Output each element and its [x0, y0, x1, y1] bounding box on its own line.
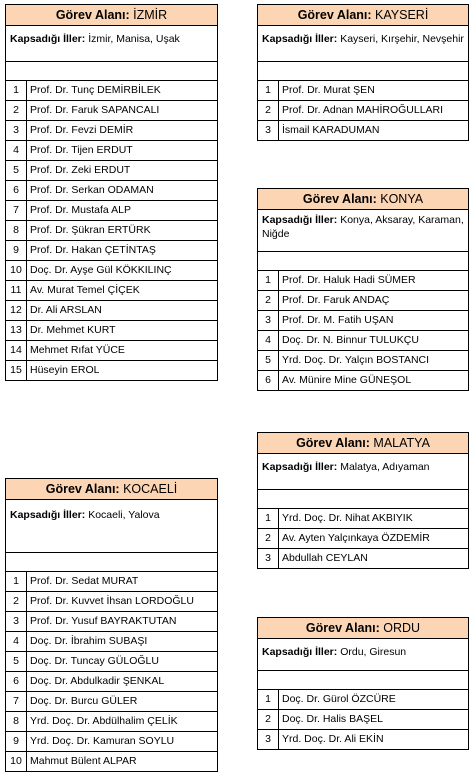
row-number: 8 — [6, 221, 27, 240]
member-name: Prof. Dr. Fevzi DEMİR — [30, 124, 134, 136]
table-row — [5, 652, 218, 672]
member-name: Mehmet Rıfat YÜCE — [30, 344, 125, 356]
table-row — [257, 101, 469, 121]
table-row — [257, 291, 469, 311]
row-number: 8 — [6, 712, 27, 731]
provinces-cell — [5, 500, 218, 553]
row-number: 7 — [6, 201, 27, 220]
provinces-cell — [257, 639, 469, 671]
member-name: Doç. Dr. N. Binnur TULUKÇU — [282, 334, 419, 346]
row-number: 4 — [6, 632, 27, 651]
region-header — [257, 432, 469, 454]
table-row — [5, 261, 218, 281]
member-name: Prof. Dr. Murat ŞEN — [282, 84, 375, 96]
header-label: Görev Alanı: — [297, 8, 372, 22]
row-number: 1 — [258, 271, 279, 290]
table-row — [5, 121, 218, 141]
table-row — [5, 572, 218, 592]
member-name: Doç. Dr. Tuncay GÜLOĞLU — [30, 655, 159, 667]
table-row — [257, 371, 469, 391]
member-name: Prof. Dr. Kuvvet İhsan LORDOĞLU — [30, 595, 194, 607]
region-konya — [257, 188, 469, 391]
row-number: 12 — [6, 301, 27, 320]
region-name: KOCAELİ — [123, 482, 178, 496]
table-row — [5, 612, 218, 632]
member-name: Prof. Dr. Faruk SAPANCALI — [30, 104, 160, 116]
header-label: Görev Alanı: — [55, 8, 130, 22]
member-name: Prof. Dr. Hakan ÇETİNTAŞ — [30, 244, 156, 256]
table-row — [5, 201, 218, 221]
region-header — [257, 617, 469, 639]
member-name: Abdullah CEYLAN — [282, 552, 368, 564]
member-name: Av. Murat Temel ÇİÇEK — [30, 284, 140, 296]
member-list — [257, 509, 469, 569]
region-header — [257, 4, 469, 26]
member-list — [257, 271, 469, 391]
member-name: Yrd. Doç. Dr. Nihat AKBIYIK — [282, 512, 413, 524]
member-name: Mahmut Bülent ALPAR — [30, 755, 137, 767]
region-kayseri — [257, 4, 469, 141]
row-number: 9 — [6, 241, 27, 260]
region-header — [257, 188, 469, 210]
region-name: ORDU — [383, 621, 421, 635]
header-label: Görev Alanı: — [302, 192, 377, 206]
row-number: 1 — [258, 81, 279, 100]
table-row — [5, 81, 218, 101]
member-name: Prof. Dr. Sedat MURAT — [30, 575, 139, 587]
blank-row — [257, 490, 469, 509]
member-name: Prof. Dr. Serkan ODAMAN — [30, 184, 154, 196]
header-label: Görev Alanı: — [45, 482, 120, 496]
table-row — [257, 509, 469, 529]
table-row — [5, 361, 218, 381]
member-name: Doç. Dr. Halis BAŞEL — [282, 713, 383, 725]
member-name: Prof. Dr. Faruk ANDAÇ — [282, 294, 390, 306]
row-number: 7 — [6, 692, 27, 711]
table-row — [5, 672, 218, 692]
region-malatya — [257, 432, 469, 569]
member-name: Yrd. Doç. Dr. Yalçın BOSTANCI — [282, 354, 430, 366]
blank-row — [257, 62, 469, 81]
provinces-label: Kapsadığı İller: — [262, 33, 338, 45]
member-name: Prof. Dr. Yusuf BAYRAKTUTAN — [30, 615, 177, 627]
member-name: Prof. Dr. Şükran ERTÜRK — [30, 224, 151, 236]
region-name: KAYSERİ — [375, 8, 429, 22]
row-number: 9 — [6, 732, 27, 751]
provinces-label: Kapsadığı İller: — [10, 33, 86, 45]
row-number: 10 — [6, 261, 27, 280]
row-number: 6 — [6, 672, 27, 691]
row-number: 5 — [6, 161, 27, 180]
table-row — [5, 161, 218, 181]
table-row — [5, 301, 218, 321]
row-number: 3 — [258, 121, 279, 140]
row-number: 4 — [258, 331, 279, 350]
member-name: Prof. Dr. Tunç DEMİRBİLEK — [30, 84, 161, 96]
table-row — [5, 732, 218, 752]
provinces-value: Konya, Aksaray, Karaman, Niğde — [262, 214, 464, 240]
table-row — [5, 752, 218, 772]
member-name: Hüseyin EROL — [30, 364, 100, 376]
provinces-value: İzmir, Manisa, Uşak — [88, 33, 180, 45]
row-number: 13 — [6, 321, 27, 340]
row-number: 2 — [6, 592, 27, 611]
region-ordu — [257, 617, 469, 750]
blank-row — [5, 553, 218, 572]
member-name: Yrd. Doç. Dr. Ali EKİN — [282, 733, 384, 745]
member-name: Dr. Ali ARSLAN — [30, 304, 102, 316]
provinces-value: Malatya, Adıyaman — [340, 461, 430, 473]
provinces-label: Kapsadığı İller: — [262, 214, 338, 226]
member-list — [257, 690, 469, 750]
table-row — [257, 271, 469, 291]
member-name: Prof. Dr. Haluk Hadi SÜMER — [282, 274, 416, 286]
table-row — [5, 632, 218, 652]
member-name: Doç. Dr. Abdulkadir ŞENKAL — [30, 675, 165, 687]
provinces-cell — [257, 210, 469, 252]
region-name: KONYA — [380, 192, 424, 206]
provinces-cell — [5, 26, 218, 62]
row-number: 3 — [258, 549, 279, 568]
blank-row — [257, 252, 469, 271]
provinces-label: Kapsadığı İller: — [10, 509, 86, 521]
table-row — [5, 181, 218, 201]
table-row — [5, 241, 218, 261]
member-name: Av. Münire Mine GÜNEŞOL — [282, 374, 412, 386]
member-name: İsmail KARADUMAN — [282, 124, 380, 136]
row-number: 3 — [258, 311, 279, 330]
table-row — [5, 341, 218, 361]
row-number: 5 — [258, 351, 279, 370]
region-name: MALATYA — [373, 436, 430, 450]
table-row — [257, 690, 469, 710]
table-row — [257, 549, 469, 569]
provinces-value: Kayseri, Kırşehir, Nevşehir — [340, 33, 464, 45]
row-number: 1 — [6, 572, 27, 591]
row-number: 5 — [6, 652, 27, 671]
blank-row — [257, 671, 469, 690]
member-name: Prof. Dr. Adnan MAHİROĞULLARI — [282, 104, 444, 116]
member-name: Doç. Dr. Gürol ÖZCÜRE — [282, 693, 396, 705]
member-name: Doç. Dr. Burcu GÜLER — [30, 695, 138, 707]
region-header — [5, 4, 218, 26]
table-row — [257, 529, 469, 549]
member-list — [5, 572, 218, 772]
provinces-label: Kapsadığı İller: — [262, 461, 338, 473]
region-header — [5, 478, 218, 500]
member-name: Yrd. Doç. Dr. Abdülhalim ÇELİK — [30, 715, 178, 727]
row-number: 10 — [6, 752, 27, 771]
table-row — [257, 81, 469, 101]
member-name: Prof. Dr. M. Fatih UŞAN — [282, 314, 394, 326]
row-number: 2 — [258, 529, 279, 548]
row-number: 1 — [6, 81, 27, 100]
provinces-label: Kapsadığı İller: — [262, 646, 338, 658]
table-row — [5, 101, 218, 121]
row-number: 15 — [6, 361, 27, 380]
member-name: Av. Ayten Yalçınkaya ÖZDEMİR — [282, 532, 430, 544]
member-list — [5, 81, 218, 381]
row-number: 6 — [6, 181, 27, 200]
table-row — [257, 311, 469, 331]
row-number: 2 — [258, 101, 279, 120]
table-row — [257, 710, 469, 730]
row-number: 1 — [258, 690, 279, 709]
region-izmir — [5, 4, 218, 381]
row-number: 2 — [6, 101, 27, 120]
provinces-value: Ordu, Giresun — [340, 646, 407, 658]
row-number: 3 — [6, 121, 27, 140]
table-row — [5, 221, 218, 241]
table-row — [257, 121, 469, 141]
table-row — [5, 281, 218, 301]
table-row — [5, 692, 218, 712]
member-name: Yrd. Doç. Dr. Kamuran SOYLU — [30, 735, 175, 747]
provinces-value: Kocaeli, Yalova — [88, 509, 160, 521]
row-number: 6 — [258, 371, 279, 390]
row-number: 11 — [6, 281, 27, 300]
row-number: 14 — [6, 341, 27, 360]
row-number: 4 — [6, 141, 27, 160]
table-row — [5, 712, 218, 732]
header-label: Görev Alanı: — [296, 436, 370, 450]
member-list — [257, 81, 469, 141]
blank-row — [5, 62, 218, 81]
region-name: İZMİR — [133, 8, 168, 22]
table-row — [257, 331, 469, 351]
member-name: Doç. Dr. Ayşe Gül KÖKKILINÇ — [30, 264, 172, 276]
member-name: Prof. Dr. Tijen ERDUT — [30, 144, 133, 156]
table-row — [257, 351, 469, 371]
member-name: Prof. Dr. Mustafa ALP — [30, 204, 131, 216]
header-label: Görev Alanı: — [305, 621, 380, 635]
table-row — [5, 141, 218, 161]
member-name: Prof. Dr. Zeki ERDUT — [30, 164, 131, 176]
row-number: 3 — [258, 730, 279, 749]
row-number: 1 — [258, 509, 279, 528]
member-name: Doç. Dr. İbrahim SUBAŞI — [30, 635, 148, 647]
table-row — [5, 592, 218, 612]
table-row — [5, 321, 218, 341]
row-number: 2 — [258, 710, 279, 729]
member-name: Dr. Mehmet KURT — [30, 324, 116, 336]
region-kocaeli — [5, 478, 218, 772]
provinces-cell — [257, 454, 469, 490]
row-number: 3 — [6, 612, 27, 631]
table-row — [257, 730, 469, 750]
provinces-cell — [257, 26, 469, 62]
row-number: 2 — [258, 291, 279, 310]
